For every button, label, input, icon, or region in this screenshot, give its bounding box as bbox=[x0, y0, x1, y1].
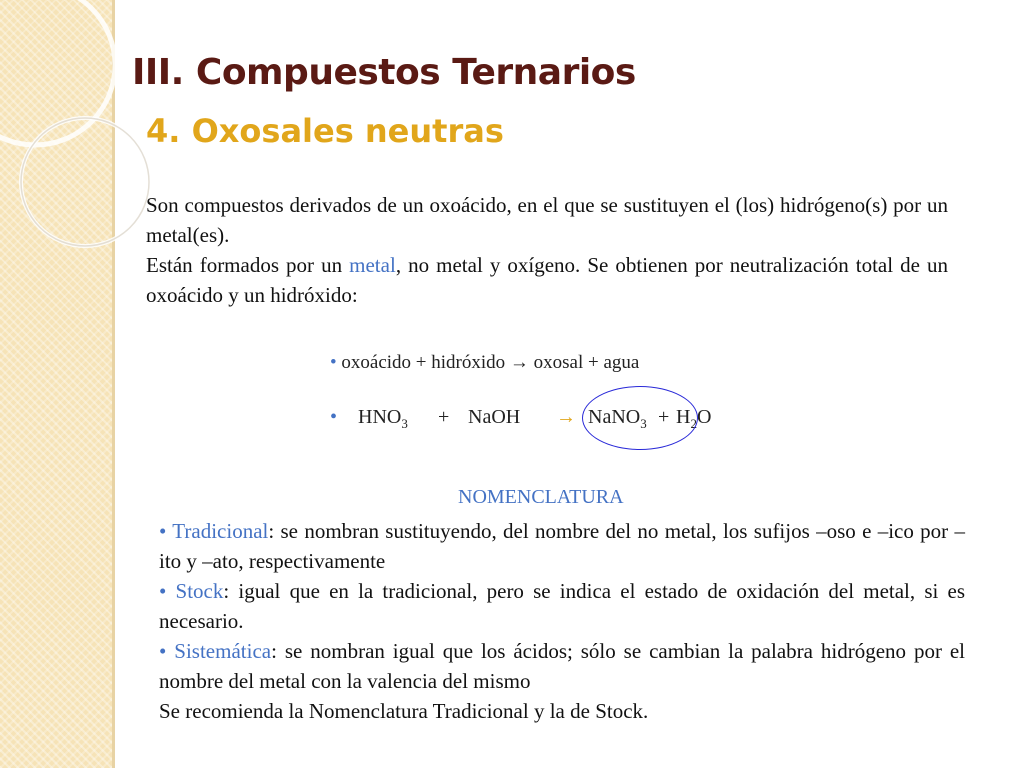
salt-formula-subscript: 3 bbox=[640, 416, 647, 431]
decorative-ring-middle-gray bbox=[21, 118, 149, 246]
intro-paragraph-1: Son compuestos derivados de un oxoácido, en el que se sustituyen el (los) hidrógeno(s) por un metal(es). bbox=[146, 193, 948, 247]
acid-formula bbox=[358, 406, 408, 429]
bullet-icon: • bbox=[330, 352, 337, 373]
intro-text bbox=[146, 190, 948, 310]
nomenclature-heading: NOMENCLATURA bbox=[458, 486, 624, 508]
acid-formula-main: HNO bbox=[358, 406, 402, 428]
recommendation-text: Se recomienda la Nomenclatura Tradicional y la de Stock. bbox=[159, 699, 649, 723]
slide-title: III. Compuestos Ternarios bbox=[132, 52, 636, 93]
nomenclature-name: Tradicional bbox=[172, 519, 269, 543]
bullet-icon: • bbox=[159, 639, 167, 663]
nomenclature-description: : igual que en la tradicional, pero se indica el estado de oxidación del metal, si es necesario. bbox=[159, 579, 965, 633]
base-formula: NaOH bbox=[468, 406, 521, 428]
bullet-icon: • bbox=[330, 406, 338, 428]
water-formula-subscript: 2 bbox=[690, 416, 697, 431]
acid-formula-subscript: 3 bbox=[401, 416, 408, 431]
intro-p2-end: , no metal y oxígeno. Se obtienen por neutralización total de un oxoácido y un hidróxido: bbox=[146, 253, 949, 307]
water-formula-h: H bbox=[676, 406, 691, 428]
intro-paragraph-2 bbox=[146, 250, 948, 310]
list-item bbox=[159, 636, 965, 696]
list-item bbox=[159, 516, 965, 576]
list-item bbox=[159, 576, 965, 636]
general-equation bbox=[330, 352, 639, 374]
water-formula-o: O bbox=[696, 406, 712, 428]
nomenclature-description: : se nombran sustituyendo, del nombre del no metal, los sufijos –oso e –ico por –ito y –ato, respectivamente bbox=[159, 519, 965, 573]
nomenclature-description: : se nombran igual que los ácidos; sólo se cambian la palabra hidrógeno por el nombre del metal con la valencia del mismo bbox=[159, 639, 966, 693]
reaction-arrow-icon: → bbox=[556, 406, 576, 428]
salt-formula-main: NaNO bbox=[588, 406, 641, 428]
nomenclature-name: Stock bbox=[175, 579, 224, 603]
salt-circle-highlight bbox=[582, 386, 698, 450]
bullet-icon: • bbox=[159, 579, 167, 603]
nomenclature-name: Sistemática bbox=[174, 639, 272, 663]
intro-p2-start: Están formados por un bbox=[146, 253, 350, 277]
slide-subtitle: 4. Oxosales neutras bbox=[146, 112, 504, 150]
plus-sign: + bbox=[438, 406, 450, 428]
general-equation-text: oxoácido + hidróxido → oxosal + agua bbox=[341, 352, 640, 373]
plus-sign: + bbox=[658, 406, 670, 428]
bullet-icon: • bbox=[159, 519, 167, 543]
metal-highlight: metal bbox=[349, 253, 396, 277]
nomenclature-list bbox=[159, 516, 965, 726]
